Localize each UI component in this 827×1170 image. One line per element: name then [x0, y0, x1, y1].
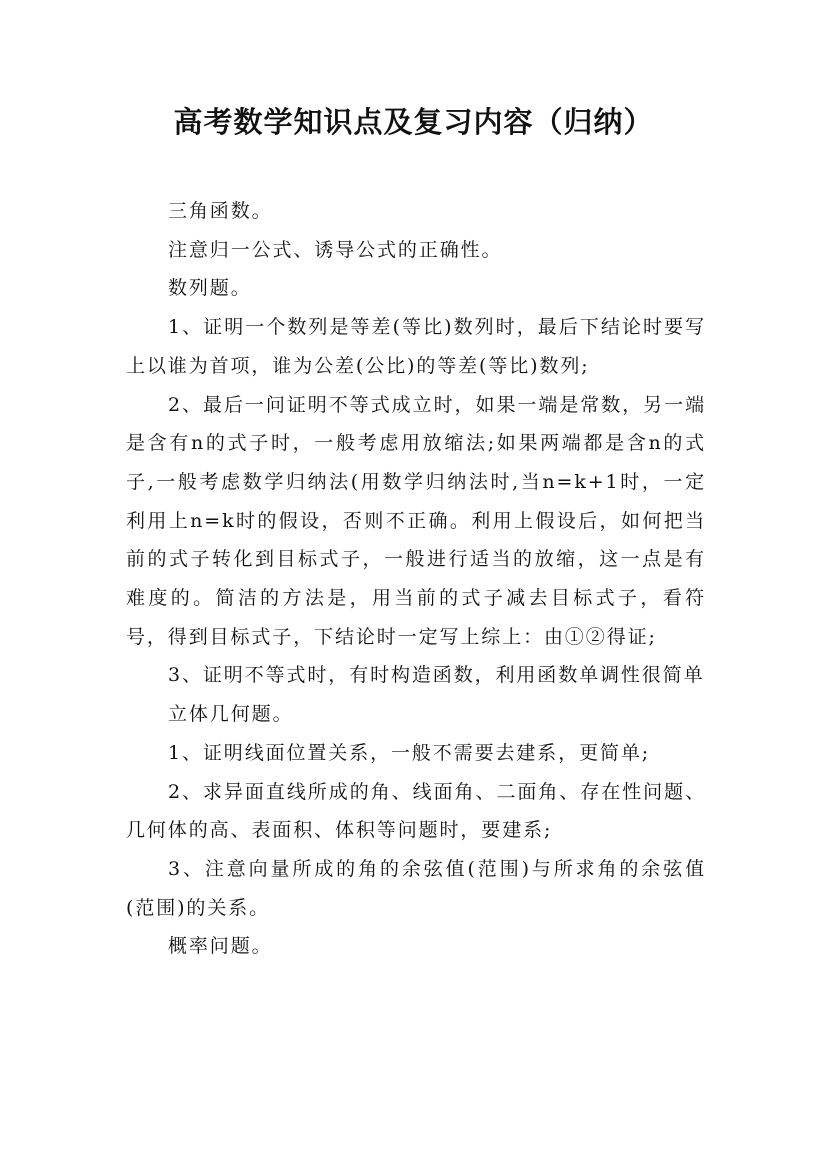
paragraph-geometry-item-1: 1、证明线面位置关系，一般不需要去建系，更简单; [168, 741, 651, 764]
document-title: 高考数学知识点及复习内容（归纳） [173, 105, 654, 139]
paragraph-trig-heading: 三角函数。 [168, 200, 273, 222]
paragraph-sequence-item-3: 3、证明不等式时，有时构造函数，利用函数单调性很简单 [168, 664, 705, 687]
paragraph-sequence-item-2: 2、最后一问证明不等式成立时，如果一端是常数，另一端是含有n的式子时，一般考虑用放缩法;如果两端都是含n的式子,一般考虑数学归纳法(用数学归纳法时,当n=k+1时，一定利用上n=k时的假设，否则不正确。利用上假设后，如何把当前的式子转化到目标式子，一般进行适当的放缩，这一点是有难度的。简洁的方法是，用当前的式子减去目标式子，看符号，得到目标式子，下结论时一定写上综上：由①②得证; [126, 393, 706, 648]
paragraph-trig-note: 注意归一公式、诱导公式的正确性。 [168, 238, 503, 261]
paragraph-geometry-item-3: 3、注意向量所成的角的余弦值(范围)与所求角的余弦值(范围)的关系。 [126, 857, 706, 919]
document-body [126, 192, 706, 966]
paragraph-sequence-heading: 数列题。 [168, 277, 252, 300]
paragraph-probability-heading: 概率问题。 [168, 935, 273, 958]
paragraph-sequence-item-1: 1、证明一个数列是等差(等比)数列时，最后下结论时要写上以谁为首项，谁为公差(公比)的等差(等比)数列; [126, 316, 706, 377]
paragraph-geometry-heading: 立体几何题。 [168, 703, 294, 726]
paragraph-geometry-item-2: 2、求异面直线所成的角、线面角、二面角、存在性问题、几何体的高、表面积、体积等问题时，要建系; [126, 780, 706, 842]
